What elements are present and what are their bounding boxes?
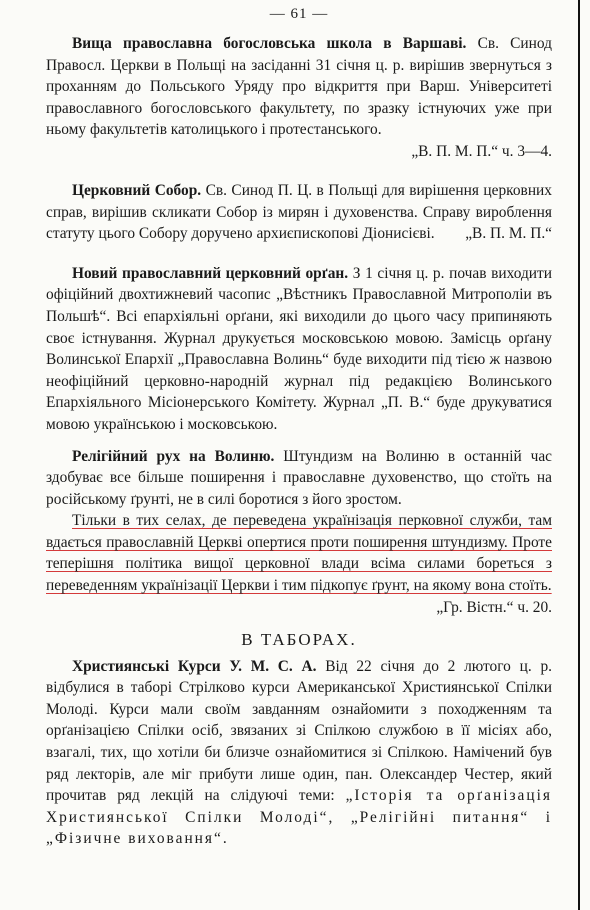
article-heading: Вища православна богословська школа в Варшаві. — [72, 35, 467, 52]
camp-article-body: Від 22 січня до 2 лютого ц. р. відбулися в таборі Стрілково курси Американської Християнської Спілки Молоді. Курси мали своїм завданням ознайомити з походженням та орґанізацією Спілки осіб, звязаних зі Спілкою службою в її місіях або, взагалі, тих, що хотіли би близче ознайомитися зі Спілкою. Намічений був ряд лекторів, але міг прибути лише один, пан. Олександер Честер, який прочитав ряд лекцій на слідуючі теми: — [46, 657, 552, 805]
article-paragraph — [46, 263, 552, 436]
article-paragraph — [46, 446, 552, 511]
article-source: „В. П. М. П.“ — [465, 225, 552, 243]
article-body: Св. Синод П. Ц. в Польщі для вирішення церковних справ, вирішив скликати Собор із мирян і духовенства. Справу вироблення статуту цього Собору доручено архиєпископові Діонисієві. — [46, 181, 552, 243]
article-paragraph — [46, 33, 552, 141]
camp-article-paragraph — [46, 656, 552, 850]
article-heading: Церковний Собор. — [72, 181, 202, 199]
camp-article-heading: Християнські Курси У. М. С. А. — [72, 657, 317, 675]
article-body: З 1 січня ц. р. почав виходити офіційний двохтижневий часопис „Вѣстникъ Православной Митрополіи въ Польшѣ“. Всі епархіяльні орґани, які виходили до цього часу припиняють своє істнування. Журнал друкується московською мовою. Замісць орґану Волинської Епархії „Православна Волинь“ буде виходити під тією ж назвою неофіційний церковно-народній журнал під редакцією Волинського Епархіяльного Місіонерського Комітету. Журнал „П. В.“ буде друкуватися мовою українською і московською. — [46, 264, 552, 433]
article-body: Св. Синод Правосл. Церкви в Польщі на засіданні 31 січня ц. р. вирішив звернуться з проханням до Польського Уряду про відкриття при Варш. Університеті православного богословського факультету, по зразку істнуючих уже при ньому факультетів католицького і протестанського. — [46, 35, 552, 139]
article-paragraph — [46, 510, 552, 596]
section-title: В ТАБОРАХ. — [241, 629, 357, 649]
article-paragraph — [46, 180, 552, 245]
article-source: „Гр. Вістн.“ ч. 20. — [436, 598, 552, 616]
article-body: Тільки в тих селах, де переведена українізація перковної служби, там вдається православній Церкві опертися проти поширення штундизму. Проте теперішня політика вищої церковної влади всіма силами бореться з переведенням українізації Церкви і тим підкопує ґрунт, на якому вона стоїть. — [46, 512, 552, 595]
article-source: „В. П. М. П.“ ч. 3—4. — [411, 142, 552, 160]
article-heading: Релігійний рух на Волиню. — [72, 447, 275, 465]
article-heading: Новий православний церковний орґан. — [72, 264, 349, 282]
page-number: — 61 — — [269, 6, 329, 22]
camp-article-topics: „Історія та орґанізація Християнської Спілки Молоді“, „Релігійні питання“ і „Фізичне виховання“. — [46, 787, 552, 848]
article-body: Штундизм на Волиню в останній час здобуває все більше поширення і православне духовенство, що стоїть на російському ґрунті, не в силі боротися з його зростом. — [46, 447, 552, 508]
